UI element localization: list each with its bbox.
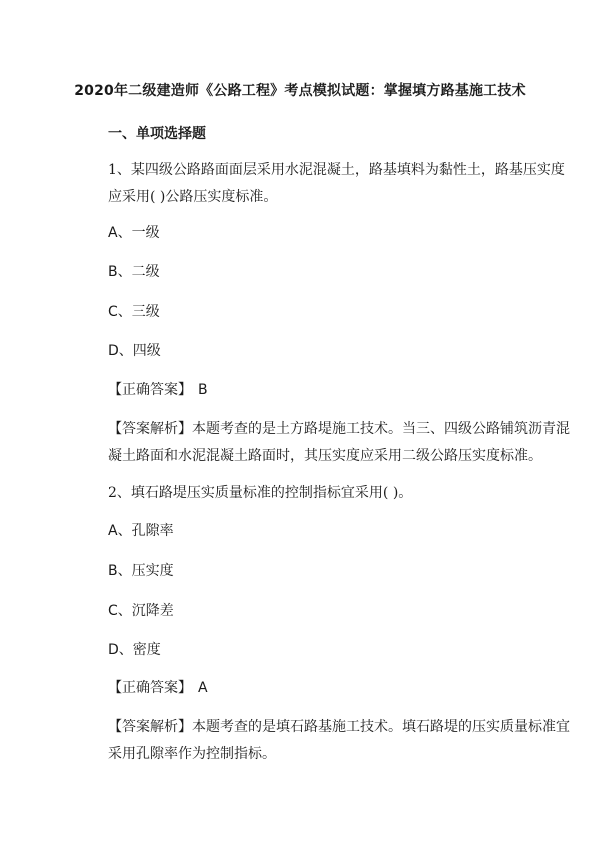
option-text: 孔隙率 bbox=[131, 523, 174, 539]
question-1-stem-line-2: 应采用( )公路压实度标准。 bbox=[108, 189, 278, 205]
correct-answer-value: A bbox=[198, 680, 208, 696]
question-2-option-d bbox=[108, 640, 161, 660]
question-1-option-c bbox=[108, 302, 160, 322]
option-letter: D、 bbox=[108, 343, 133, 359]
question-1-option-d bbox=[108, 341, 161, 361]
question-1-analysis-line-1: 【答案解析】本题考查的是土方路堤施工技术。当三、四级公路铺筑沥青混 bbox=[108, 421, 570, 437]
option-text: 二级 bbox=[131, 264, 160, 280]
question-1-option-b bbox=[108, 262, 160, 282]
document-title: 2020年二级建造师《公路工程》考点模拟试题：掌握填方路基施工技术 bbox=[74, 83, 526, 99]
question-2-analysis-line-1: 【答案解析】本题考查的是填石路基施工技术。填石路堤的压实质量标准宜 bbox=[108, 719, 570, 735]
option-letter: B、 bbox=[108, 563, 132, 579]
question-2-option-a bbox=[108, 521, 174, 541]
option-letter: A、 bbox=[108, 225, 132, 241]
question-1-analysis-line-2: 凝土路面和水泥混凝土路面时，其压实度应采用二级公路压实度标准。 bbox=[108, 448, 542, 464]
question-2-option-c bbox=[108, 601, 174, 621]
option-letter: D、 bbox=[108, 642, 133, 658]
question-1-stem-line-1: 1、某四级公路路面面层采用水泥混凝土，路基填料为黏性土，路基压实度 bbox=[108, 162, 565, 178]
question-2-correct-answer bbox=[108, 678, 208, 698]
option-text: 沉降差 bbox=[131, 603, 174, 619]
section-heading: 一、单项选择题 bbox=[108, 126, 206, 142]
correct-answer-label: 【正确答案】 bbox=[108, 680, 192, 696]
option-letter: C、 bbox=[108, 603, 132, 619]
question-2-analysis-line-2: 采用孔隙率作为控制指标。 bbox=[108, 746, 276, 762]
option-text: 三级 bbox=[131, 304, 160, 320]
correct-answer-label: 【正确答案】 bbox=[108, 382, 192, 398]
question-2-option-b bbox=[108, 561, 174, 581]
correct-answer-value: B bbox=[198, 382, 208, 398]
question-1-option-a bbox=[108, 223, 160, 243]
option-letter: A、 bbox=[108, 523, 132, 539]
option-text: 密度 bbox=[132, 642, 161, 658]
option-letter: B、 bbox=[108, 264, 132, 280]
option-letter: C、 bbox=[108, 304, 132, 320]
option-text: 四级 bbox=[132, 343, 161, 359]
option-text: 一级 bbox=[131, 225, 160, 241]
question-2-stem-line-1: 2、填石路堤压实质量标准的控制指标宜采用( )。 bbox=[108, 485, 413, 501]
question-1-correct-answer bbox=[108, 380, 208, 400]
option-text: 压实度 bbox=[131, 563, 174, 579]
